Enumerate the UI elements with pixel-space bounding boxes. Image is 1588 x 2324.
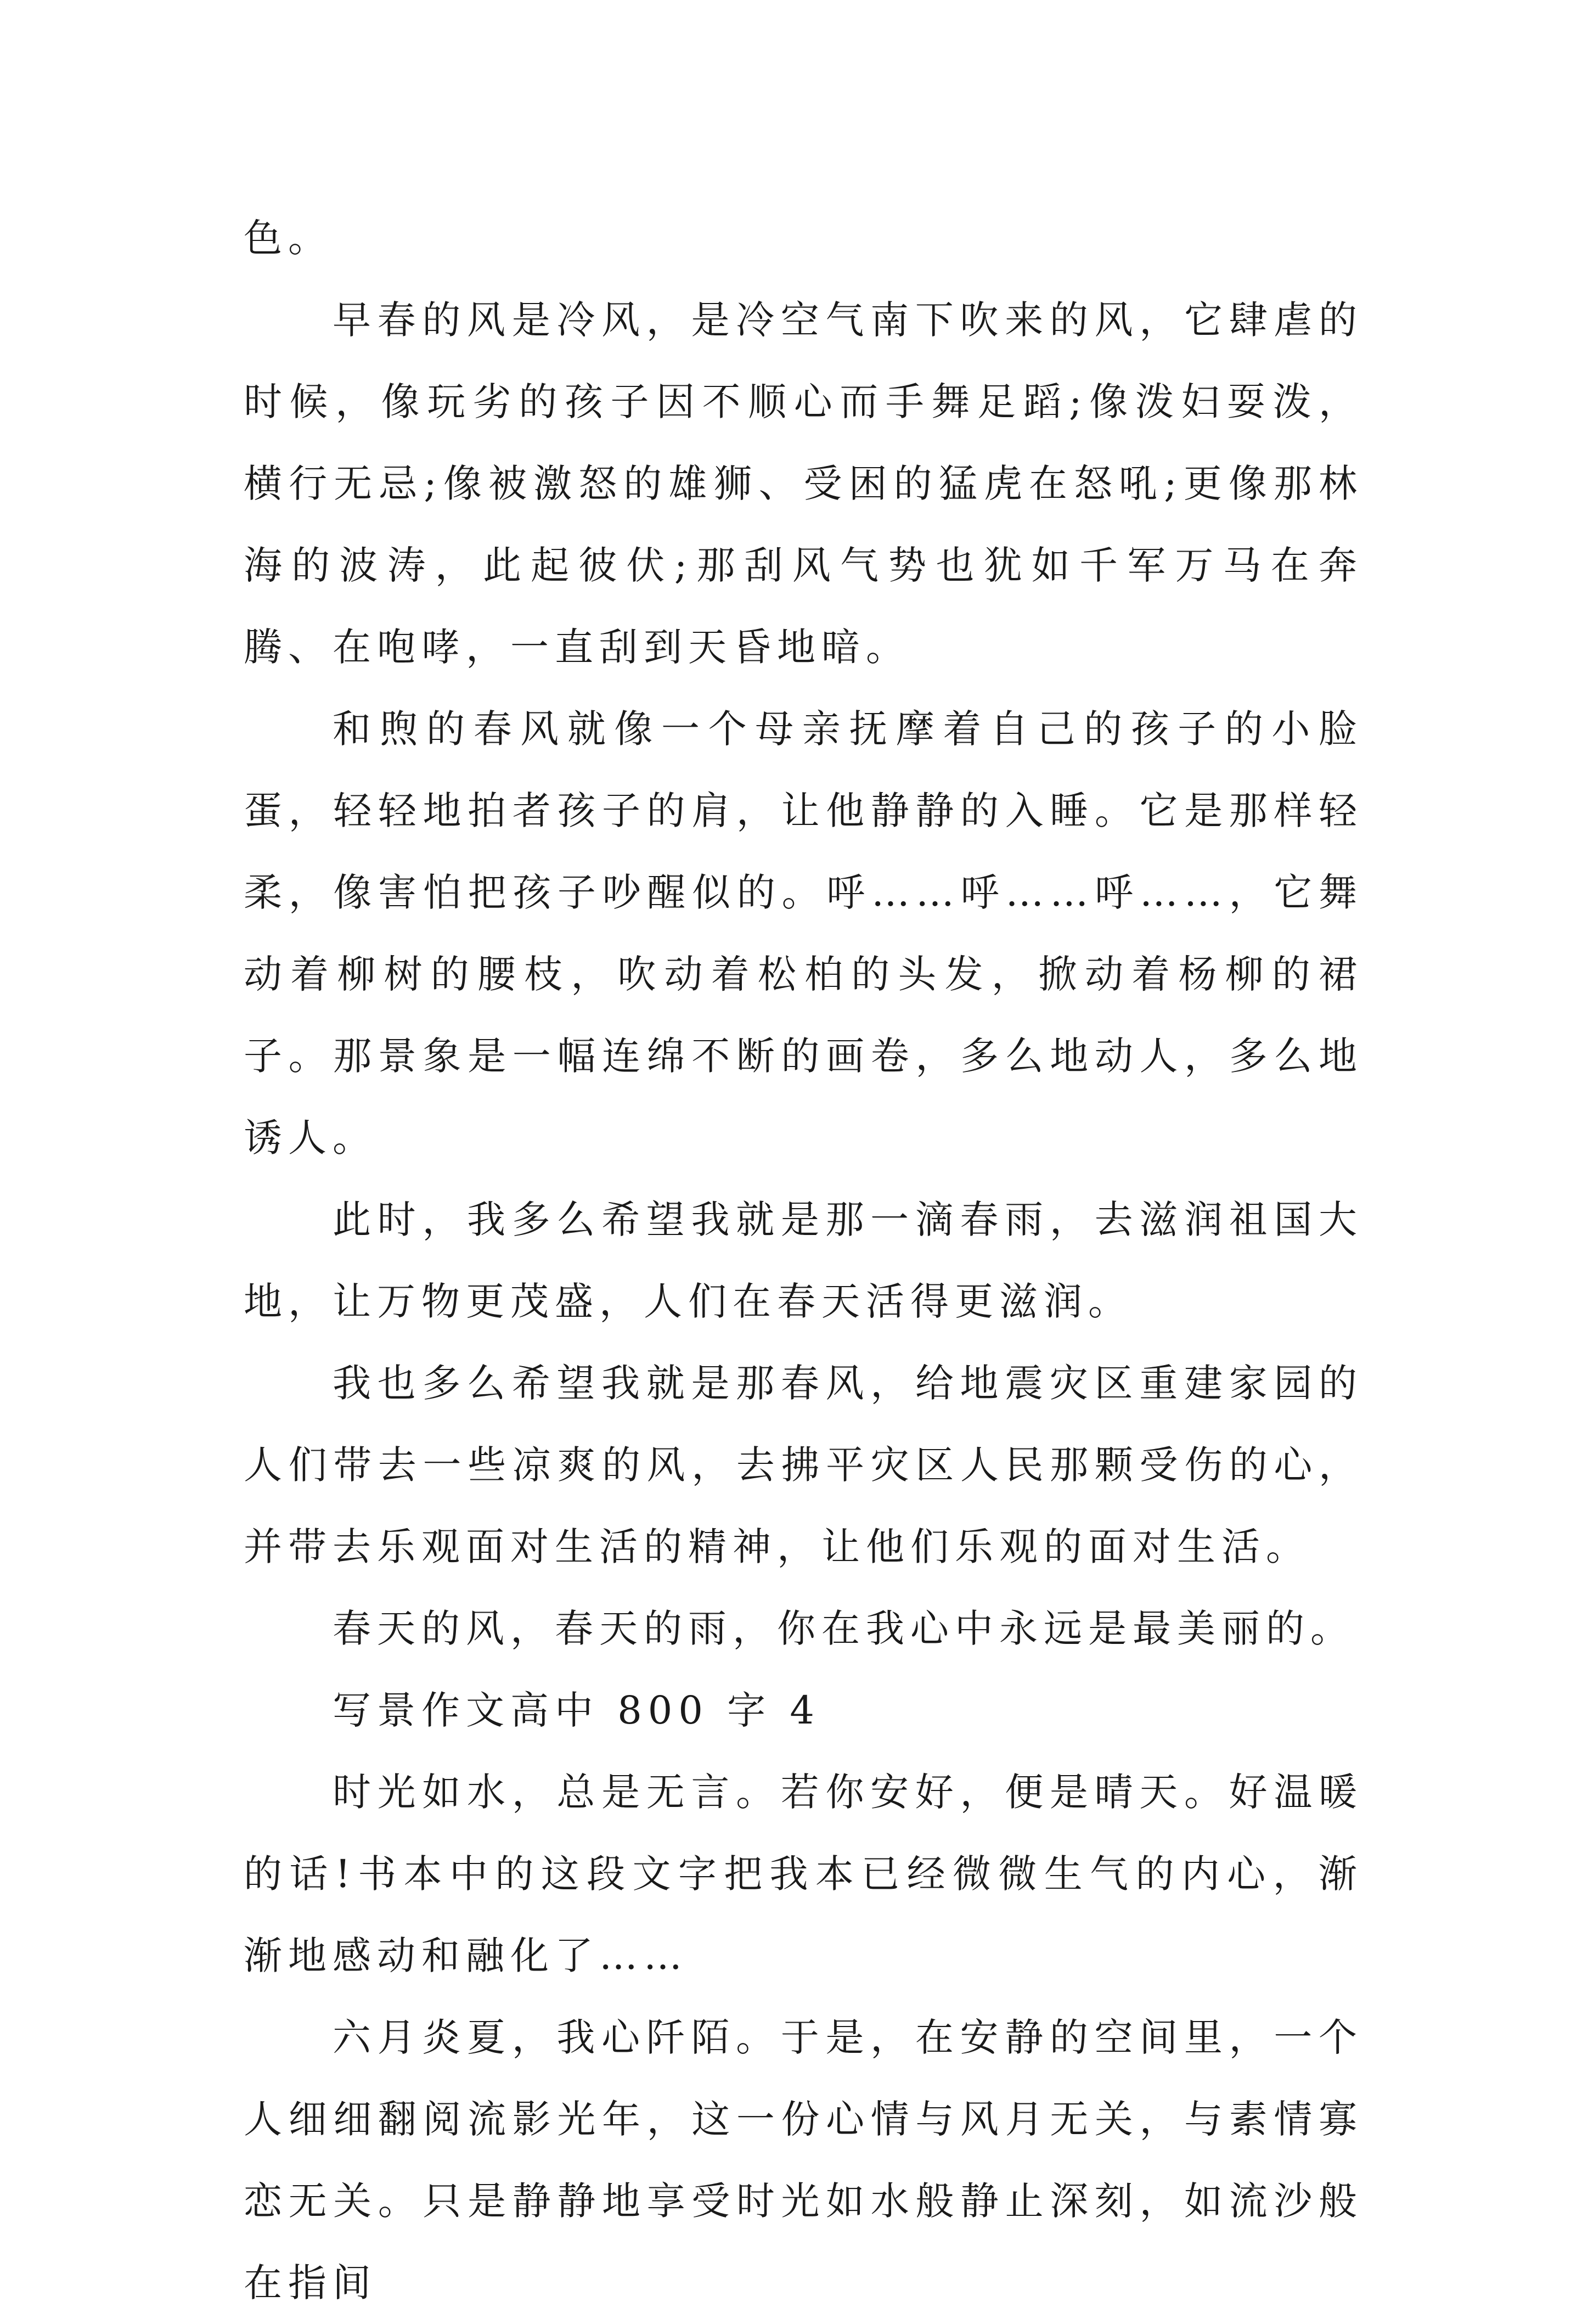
paragraph-june-summer: 六月炎夏，我心阡陌。于是，在安静的空间里，一个人细细翻阅流影光年，这一份心情与风月无关，与素情寡恋无关。只是静静地享受时光如水般静止深刻，如流沙般在指间: [244, 2015, 1363, 2305]
paragraph-spring-wind-wish: 我也多么希望我就是那春风，给地震灾区重建家园的人们带去一些凉爽的风，去拂平灾区人民那颗受伤的心，并带去乐观面对生活的精神，让他们乐观的面对生活。: [244, 1361, 1363, 1569]
paragraph-continuation: 色。: [244, 216, 333, 261]
paragraph-closing: 春天的风，春天的雨，你在我心中永远是最美丽的。: [333, 1606, 1355, 1651]
paragraph-time-like-water: 时光如水，总是无言。若你安好，便是晴天。好温暖的话!书本中的这段文字把我本已经微微生气的内心，渐渐地感动和融化了……: [244, 1770, 1363, 1978]
paragraph-gentle-spring-wind: 和煦的春风就像一个母亲抚摩着自己的孩子的小脸蛋，轻轻地拍者孩子的肩，让他静静的入睡。它是那样轻柔，像害怕把孩子吵醒似的。呼……呼……呼……，它舞动着柳树的腰枝，吹动着松柏的头发，掀动着杨柳的裙子。那景象是一幅连绵不断的画卷，多么地动人，多么地诱人。: [244, 706, 1363, 1160]
section-heading: 写景作文高中 800 字 4: [333, 1688, 820, 1733]
paragraph-early-spring-wind: 早春的风是冷风，是冷空气南下吹来的风，它肆虐的时候，像玩劣的孩子因不顺心而手舞足蹈;像泼妇耍泼，横行无忌;像被激怒的雄狮、受困的猛虎在怒吼;更像那林海的波涛，此起彼伏;那刮风气势也犹如千军万马在奔腾、在咆哮，一直刮到天昏地暗。: [244, 297, 1363, 670]
paragraph-spring-rain-wish: 此时，我多么希望我就是那一滴春雨，去滋润祖国大地，让万物更茂盛，人们在春天活得更滋润。: [244, 1197, 1363, 1324]
document-body: [244, 198, 1363, 2324]
